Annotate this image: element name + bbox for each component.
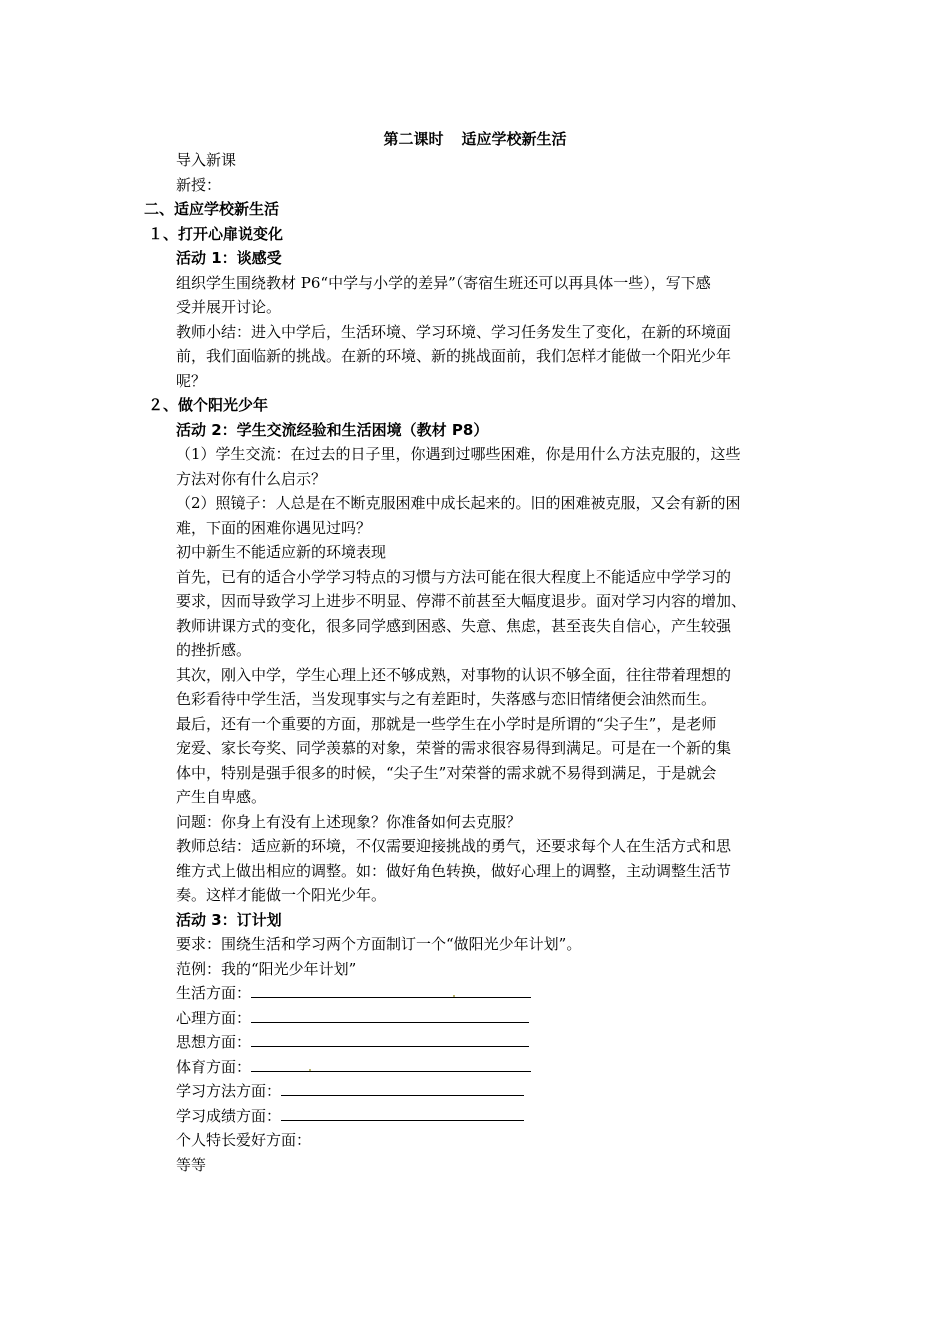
plan-label: 心理方面：	[176, 1008, 252, 1027]
activity-3-title: 活动 3：订计划	[176, 910, 282, 929]
subheading-1: １、打开心扉说变化	[148, 224, 284, 243]
plan-row-thought	[0, 1030, 950, 1055]
teacher-summary-2-line: 维方式上做出相应的调整。如：做好角色转换，做好心理上的调整，主动调整生活节	[176, 861, 732, 880]
title-lesson: 第二课时	[383, 130, 444, 148]
first-paragraph-line: 的挫折感。	[176, 641, 252, 659]
second-paragraph-line: 色彩看待中学生活，当发现事实与之有差距时，失落感与恋旧情绪便会油然而生。	[176, 690, 717, 708]
teacher-summary-1-line: 呢？	[176, 371, 207, 390]
maladaptation-title: 初中新生不能适应新的环境表现	[176, 543, 387, 561]
question-line: 问题：你身上有没有上述现象？你准备如何去克服？	[176, 812, 522, 831]
last-paragraph-line: 最后，还有一个重要的方面，那就是一些学生在小学时是所谓的“尖子生”，是老师	[176, 714, 717, 733]
last-paragraph-line: 产生自卑感。	[176, 788, 267, 806]
activity-2-item-2-line: （2）照镜子：人总是在不断克服困难中成长起来的。旧的困难被克服，又会有新的困	[176, 494, 741, 512]
teacher-summary-2-line: 教师总结：适应新的环境，不仅需要迎接挑战的勇气，还要求每个人在生活方式和思	[176, 837, 732, 855]
activity-2-item-2-line: 难，下面的困难你遇见过吗？	[176, 518, 372, 537]
plan-label: 学习成绩方面：	[176, 1106, 282, 1125]
first-paragraph-line: 教师讲课方式的变化，很多同学感到困惑、失意、焦虑，甚至丧失自信心，产生较强	[176, 616, 732, 635]
document-body	[0, 148, 950, 1177]
plan-row-life	[0, 981, 950, 1006]
etc-line: 等等	[176, 1155, 207, 1174]
section-heading: 二、适应学校新生活	[144, 200, 280, 218]
teacher-summary-1-line: 前，我们面临新的挑战。在新的环境、新的挑战面前，我们怎样才能做一个阳光少年	[176, 347, 732, 365]
teacher-summary-1-line: 教师小结：进入中学后，生活环境、学习环境、学习任务发生了变化，在新的环境面	[176, 322, 732, 341]
activity-1-text-line: 受并展开讨论。	[176, 298, 282, 316]
plan-row-psychology	[0, 1006, 950, 1031]
activity-2-item-1-line: 方法对你有什么启示？	[176, 469, 327, 488]
fill-in-blank[interactable]	[251, 1006, 529, 1023]
plan-row-study-results	[0, 1104, 950, 1129]
plan-label: 体育方面：	[176, 1057, 252, 1076]
fill-in-blank[interactable]	[281, 1079, 524, 1096]
plan-row-hobbies	[0, 1128, 950, 1153]
fill-in-blank[interactable]	[251, 981, 531, 998]
teacher-summary-2-line: 奏。这样才能做一个阳光少年。	[176, 886, 387, 904]
fill-in-blank[interactable]	[251, 1030, 529, 1047]
fill-in-blank[interactable]	[281, 1104, 524, 1121]
plan-label: 思想方面：	[176, 1033, 252, 1051]
activity-1-title: 活动 1：谈感受	[176, 249, 282, 267]
activity-2-item-1-line: （1）学生交流：在过去的日子里，你遇到过哪些困难，你是用什么方法克服的，这些	[176, 445, 741, 463]
title-topic: 适应学校新生活	[461, 130, 567, 148]
new-lesson-line: 新授：	[176, 175, 222, 194]
example-line: 范例：我的“阳光少年计划”	[176, 959, 357, 978]
first-paragraph-line: 要求，因而导致学习上进步不明显、停滞不前甚至大幅度退步。面对学习内容的增加、	[176, 592, 747, 610]
last-paragraph-line: 宠爱、家长夸奖、同学羡慕的对象，荣誉的需求很容易得到满足。可是在一个新的集	[176, 739, 732, 757]
fill-in-blank[interactable]	[251, 1055, 531, 1072]
activity-1-text-line: 组织学生围绕教材 P6“中学与小学的差异”（寄宿生班还可以再具体一些），写下感	[176, 273, 711, 292]
plan-label: 生活方面：	[176, 984, 252, 1002]
requirement-line: 要求：围绕生活和学习两个方面制订一个“做阳光少年计划”。	[176, 935, 582, 953]
plan-row-study-method	[0, 1079, 950, 1104]
first-paragraph-line: 首先，已有的适合小学学习特点的习惯与方法可能在很大程度上不能适应中学学习的	[176, 567, 732, 586]
page-title	[0, 128, 950, 149]
activity-2-title: 活动 2：学生交流经验和生活困境（教材 P8）	[176, 420, 489, 439]
plan-label: 个人特长爱好方面：	[176, 1131, 312, 1149]
subheading-2: ２、做个阳光少年	[148, 396, 269, 414]
last-paragraph-line: 体中，特别是强手很多的时候，“尖子生”对荣誉的需求就不易得到满足，于是就会	[176, 763, 717, 782]
plan-label: 学习方法方面：	[176, 1082, 282, 1100]
intro-line: 导入新课	[176, 151, 237, 169]
plan-row-sports	[0, 1055, 950, 1080]
second-paragraph-line: 其次，刚入中学，学生心理上还不够成熟，对事物的认识不够全面，往往带着理想的	[176, 665, 732, 684]
